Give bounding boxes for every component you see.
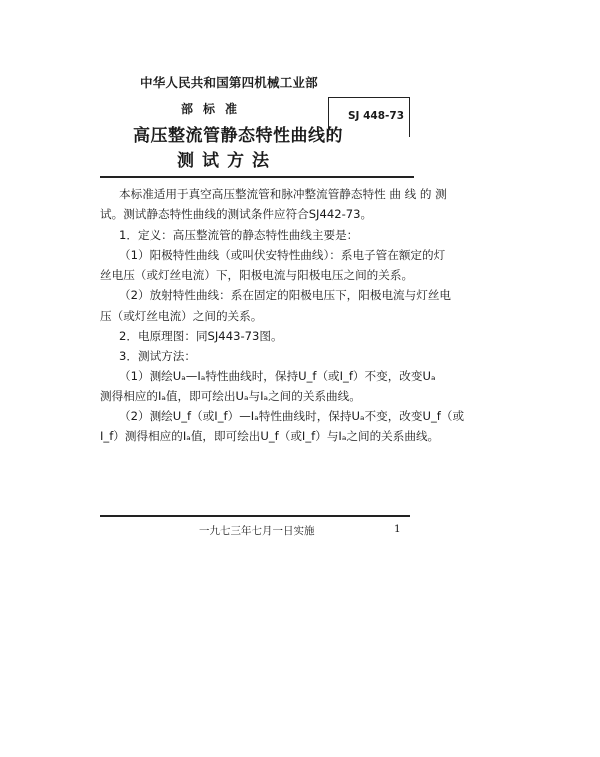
- body-line-13: I_f）测得相应的Iₐ值，即可绘出U_f（或I_f）与Iₐ之间的关系曲线。: [100, 429, 440, 443]
- standard-type: 部标准: [181, 102, 248, 116]
- body-line-5: 丝电压（或灯丝电流）下，阳极电流与阳极电压之间的关系。: [100, 268, 414, 282]
- body-line-2: 试。测试静态特性曲线的测试条件应符合SJ442-73。: [100, 207, 373, 221]
- document-title-line2: 测试方法: [177, 151, 277, 171]
- body-line-4: （1）阳极特性曲线（或叫伏安特性曲线）：系电子管在额定的灯: [119, 248, 446, 262]
- document-title-line1: 高压整流管静态特性曲线的: [133, 126, 343, 146]
- ministry-name: 中华人民共和国第四机械工业部: [140, 75, 318, 90]
- standard-code-box: [328, 97, 410, 137]
- body-line-1: 本标准适用于真空高压整流管和脉冲整流管静态特性 曲 线 的 测: [119, 187, 447, 201]
- body-line-7: 压（或灯丝电流）之间的关系。: [100, 309, 263, 323]
- body-line-11: 测得相应的Iₐ值，即可绘出Uₐ与Iₐ之间的关系曲线。: [100, 389, 361, 403]
- body-line-12: （2）测绘U_f（或I_f）—Iₐ特性曲线时，保持Uₐ不变，改变U_f（或: [119, 409, 465, 423]
- standard-code: SJ 448-73: [348, 110, 405, 122]
- body-line-6: （2）放射特性曲线：系在固定的阳极电压下，阳极电流与灯丝电: [119, 288, 452, 302]
- effective-date: 一九七三年七月一日实施: [199, 525, 315, 537]
- page-number: 1: [394, 523, 401, 535]
- body-line-3: 1．定义：高压整流管的静态特性曲线主要是：: [119, 228, 359, 242]
- body-line-9: 3．测试方法：: [119, 349, 196, 363]
- footer-divider: [100, 515, 410, 517]
- body-line-8: 2．电原理图：同SJ443-73图。: [119, 329, 283, 343]
- header-divider: [100, 176, 414, 178]
- body-line-10: （1）测绘Uₐ—Iₐ特性曲线时，保持U_f（或I_f）不变，改变Uₐ: [119, 369, 436, 383]
